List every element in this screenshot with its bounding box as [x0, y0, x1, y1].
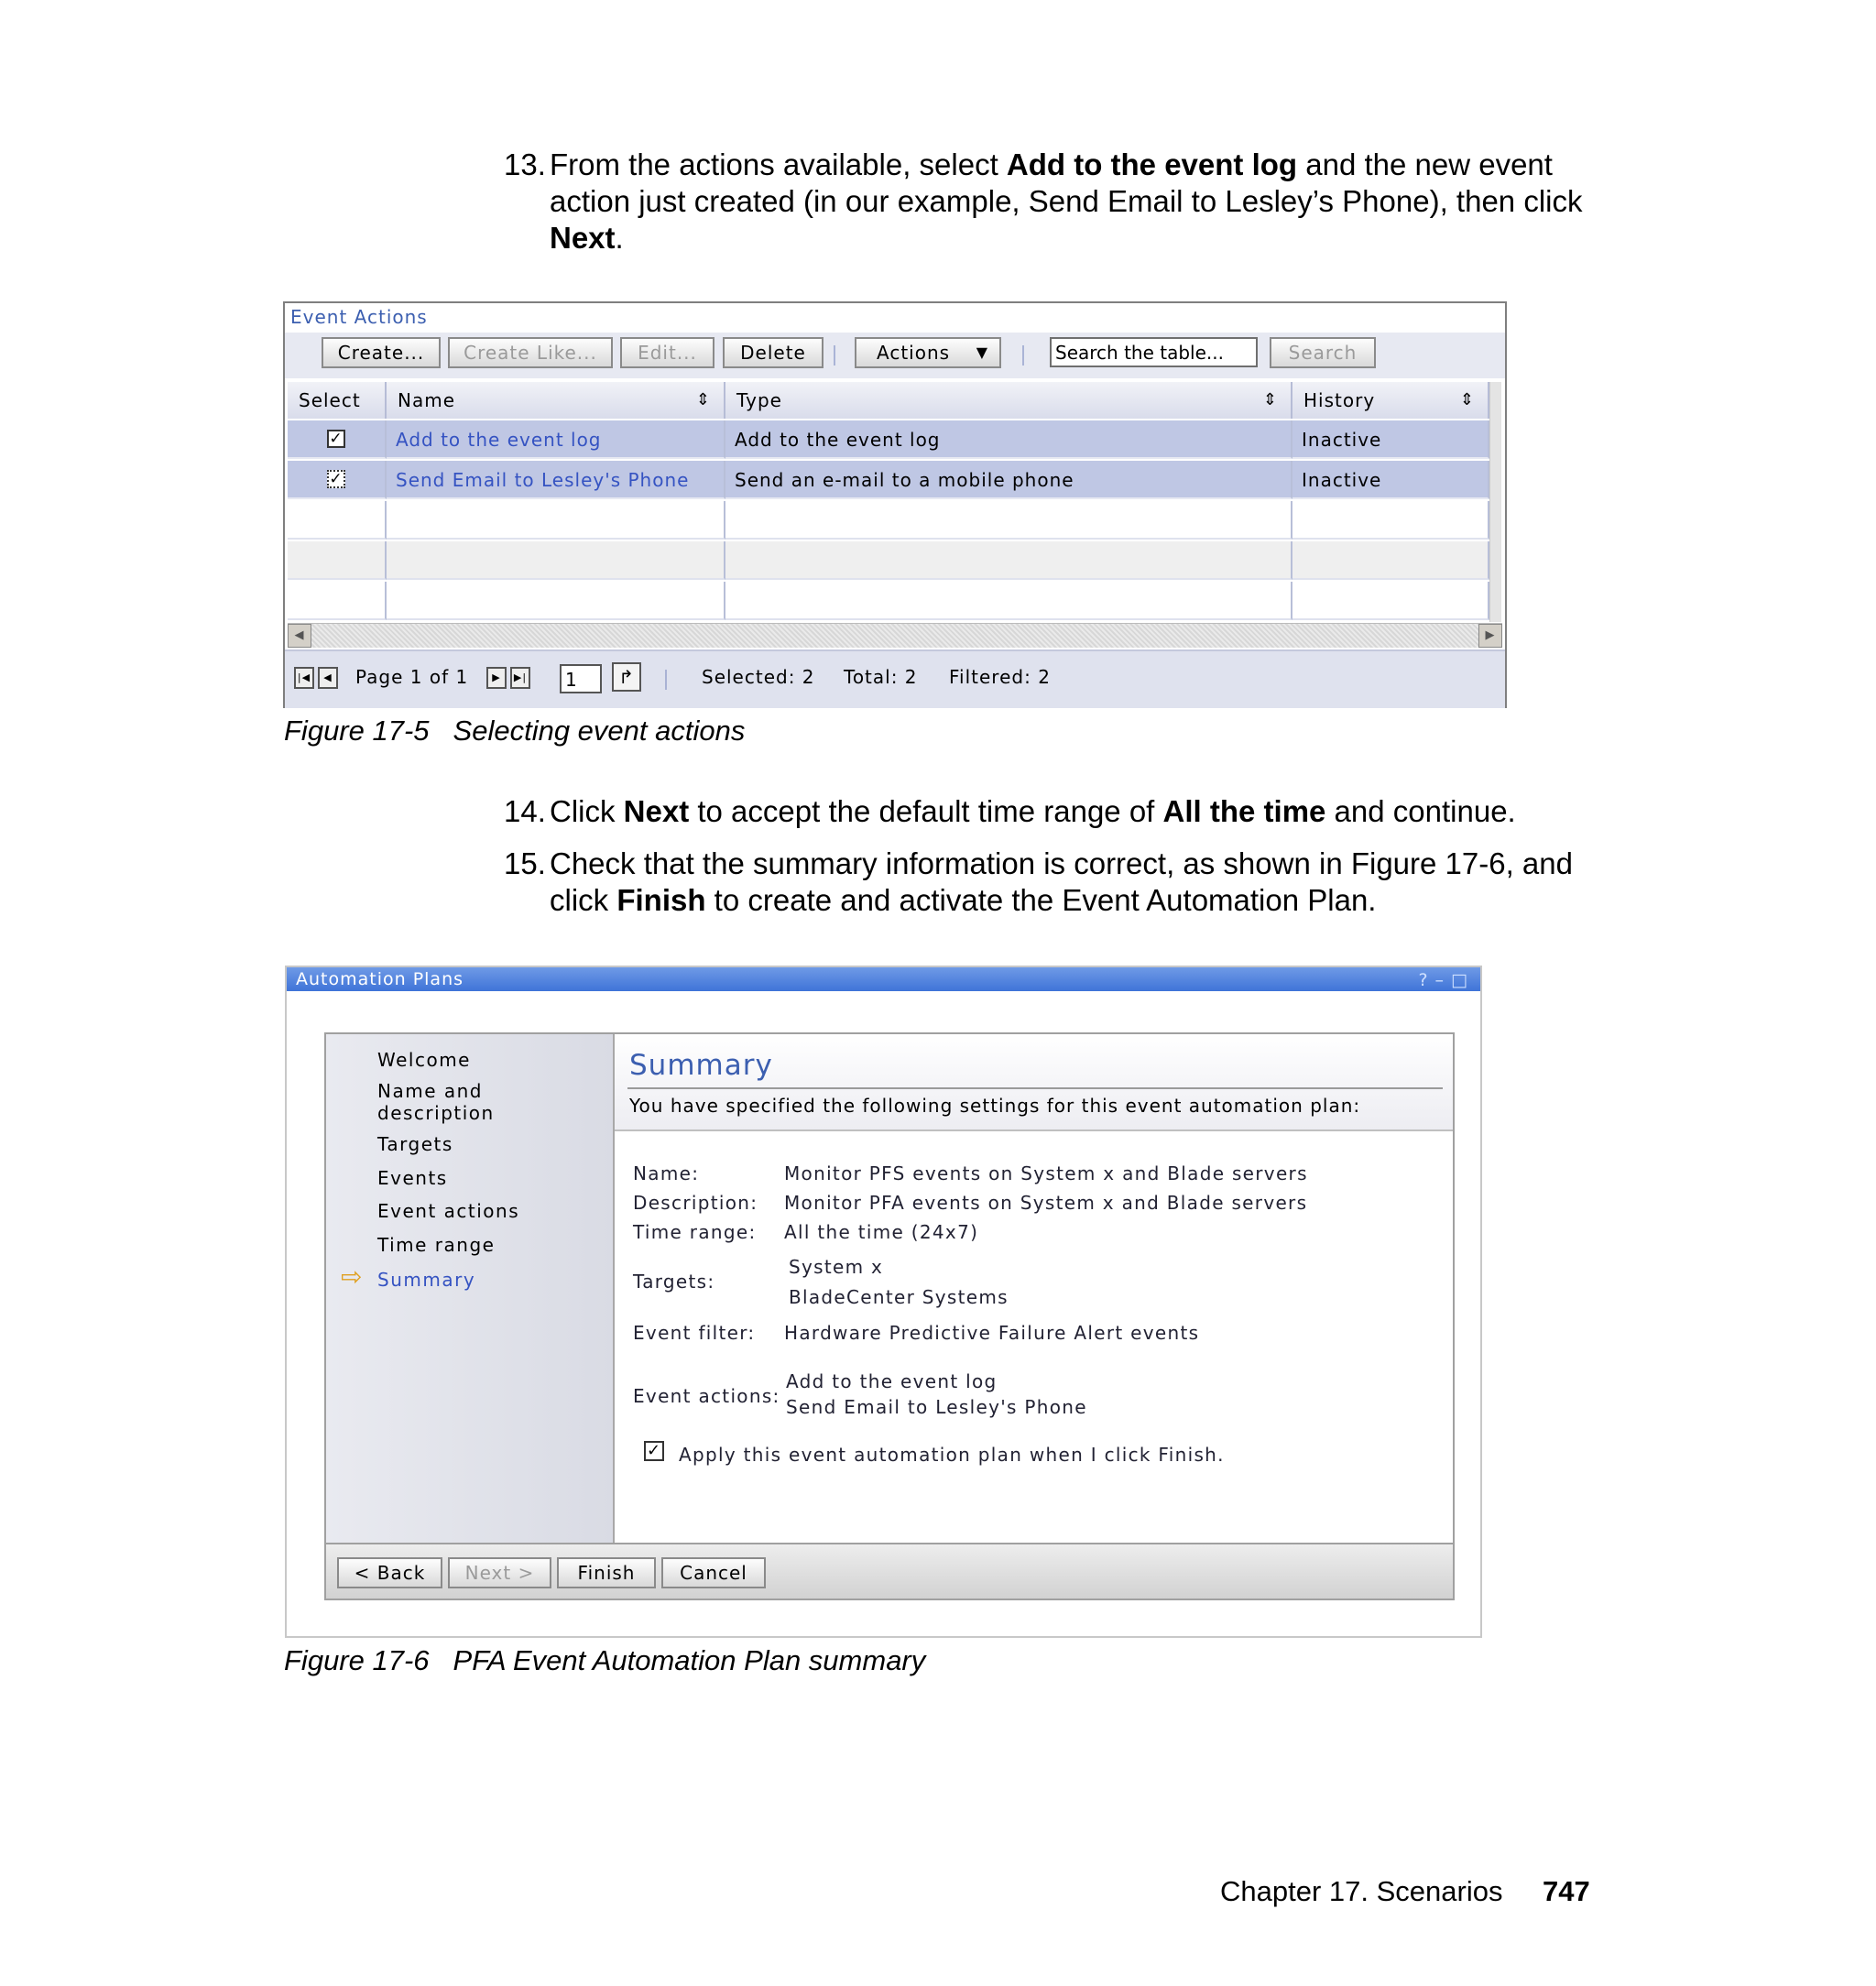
description-label: Description: [633, 1192, 758, 1214]
event-filter-value: Hardware Predictive Failure Alert events [784, 1322, 1200, 1344]
next-button[interactable]: Next > [448, 1557, 551, 1588]
name-label: Name: [633, 1162, 700, 1184]
vertical-scrollbar[interactable] [1489, 382, 1501, 622]
horizontal-scrollbar[interactable] [288, 623, 1502, 648]
target-value: BladeCenter Systems [789, 1286, 1009, 1308]
row-checkbox[interactable]: ✓ [327, 470, 345, 488]
search-button[interactable]: Search [1270, 337, 1376, 368]
apply-label: Apply this event automation plan when I click Finish. [679, 1444, 1225, 1466]
minimize-icon[interactable]: – [1434, 970, 1452, 990]
delete-button[interactable]: Delete [723, 337, 823, 368]
page-indicator: Page 1 of 1 [355, 666, 469, 688]
summary-content [615, 1034, 1453, 1543]
column-header-history[interactable]: History ⇕ [1292, 382, 1489, 419]
column-header-type[interactable]: Type ⇕ [725, 382, 1292, 419]
history-cell: Inactive [1292, 461, 1489, 499]
select-cell [288, 461, 387, 499]
column-header-select[interactable]: Select [288, 382, 387, 419]
figure-caption: Figure 17-6 PFA Event Automation Plan summary [284, 1644, 926, 1676]
column-header-name[interactable]: Name ⇕ [387, 382, 725, 419]
name-cell[interactable]: Send Email to Lesley's Phone [387, 461, 725, 499]
step-13: 13. From the actions available, select Add to the event log and the new event action just created (in our example, Send Email to Lesley’s Phone), then click Next. [504, 147, 1583, 255]
window-title: Automation Plans [296, 969, 464, 989]
total-count: Total: 2 [844, 666, 918, 688]
sort-icon: ⇕ [695, 390, 711, 409]
window-titlebar [287, 967, 1480, 991]
first-page-icon[interactable]: |◀ [294, 667, 314, 689]
divider [627, 1087, 1443, 1089]
time-range-value: All the time (24x7) [784, 1221, 979, 1243]
filtered-count: Filtered: 2 [949, 666, 1051, 688]
type-cell: Send an e-mail to a mobile phone [725, 461, 1292, 499]
event-actions-panel [283, 301, 1507, 708]
apply-checkbox[interactable]: ✓ [644, 1441, 664, 1461]
nav-item-summary[interactable]: Summary [377, 1269, 476, 1291]
page-number-input[interactable]: 1 [560, 664, 602, 693]
time-range-label: Time range: [633, 1221, 757, 1243]
create-button[interactable]: Create... [322, 337, 441, 368]
name-cell[interactable]: Add to the event log [387, 420, 725, 459]
wizard-footer [326, 1543, 1453, 1599]
summary-description: You have specified the following settings for this event automation plan: [629, 1095, 1361, 1117]
wizard-nav [326, 1034, 615, 1543]
actions-label: Actions [877, 342, 951, 364]
event-action-value: Send Email to Lesley's Phone [786, 1396, 1087, 1418]
arrow-right-icon: ⇨ [341, 1261, 364, 1292]
step-number: 15. [504, 846, 546, 880]
nav-item-event-actions[interactable]: Event actions [377, 1200, 520, 1222]
scroll-right-icon[interactable]: ▶ [1478, 624, 1502, 648]
event-filter-label: Event filter: [633, 1322, 756, 1344]
finish-button[interactable]: Finish [557, 1557, 656, 1588]
previous-page-icon[interactable]: ◀ [318, 667, 338, 689]
target-value: System x [789, 1256, 884, 1278]
actions-dropdown[interactable] [855, 337, 1001, 368]
description-value: Monitor PFA events on System x and Blade servers [784, 1192, 1308, 1214]
create-like-button[interactable]: Create Like... [448, 337, 613, 368]
sort-icon: ⇕ [1262, 390, 1278, 409]
chapter-title: Chapter 17. Scenarios [1220, 1875, 1503, 1907]
row-checkbox[interactable]: ✓ [327, 430, 345, 448]
go-to-page-icon[interactable]: ↱ [612, 662, 641, 692]
summary-title: Summary [629, 1049, 773, 1082]
table-row-empty [288, 501, 1489, 540]
wizard [324, 1032, 1455, 1600]
automation-plans-window [285, 966, 1482, 1638]
chevron-down-icon: ▼ [976, 344, 988, 361]
nav-item-events[interactable]: Events [377, 1167, 448, 1189]
select-cell [288, 420, 387, 459]
back-button[interactable]: < Back [337, 1557, 442, 1588]
step-number: 13. [504, 147, 546, 181]
summary-header [615, 1034, 1453, 1131]
toolbar [285, 333, 1505, 378]
table-row-empty [288, 541, 1489, 580]
sort-icon: ⇕ [1459, 390, 1475, 409]
nav-item-welcome[interactable]: Welcome [377, 1049, 471, 1071]
toolbar-separator [834, 345, 835, 366]
name-value: Monitor PFS events on System x and Blade servers [784, 1162, 1308, 1184]
scroll-left-icon[interactable]: ◀ [288, 624, 311, 648]
page-number: 747 [1543, 1875, 1590, 1907]
help-icon[interactable]: ? [1418, 970, 1435, 990]
table-footer [285, 649, 1505, 708]
maximize-icon[interactable]: □ [1451, 970, 1475, 990]
step-15: 15. Check that the summary information is correct, as shown in Figure 17-6, and click Finish to create and activate the Event Automation Plan. [504, 846, 1573, 917]
type-cell: Add to the event log [725, 420, 1292, 459]
last-page-icon[interactable]: ▶| [510, 667, 530, 689]
figure-caption: Figure 17-5 Selecting event actions [284, 715, 746, 747]
cancel-button[interactable]: Cancel [661, 1557, 766, 1588]
event-actions-label: Event actions: [633, 1385, 780, 1407]
step-14: 14. Click Next to accept the default time range of All the time and continue. [504, 794, 1516, 828]
table-row[interactable] [288, 420, 1489, 459]
nav-item-name-description[interactable]: Name and description [377, 1080, 495, 1124]
search-input[interactable] [1050, 337, 1258, 367]
step-number: 14. [504, 794, 546, 828]
table-row[interactable] [288, 461, 1489, 499]
nav-item-targets[interactable]: Targets [377, 1133, 453, 1155]
table-row-empty [288, 582, 1489, 620]
next-page-icon[interactable]: ▶ [486, 667, 507, 689]
nav-item-time-range[interactable]: Time range [377, 1234, 496, 1256]
footer-separator [665, 670, 667, 690]
targets-label: Targets: [633, 1271, 715, 1293]
history-cell: Inactive [1292, 420, 1489, 459]
toolbar-separator [1022, 345, 1024, 366]
event-action-value: Add to the event log [786, 1370, 998, 1392]
selected-count: Selected: 2 [702, 666, 815, 688]
edit-button[interactable]: Edit... [620, 337, 714, 368]
panel-title: Event Actions [290, 306, 428, 328]
